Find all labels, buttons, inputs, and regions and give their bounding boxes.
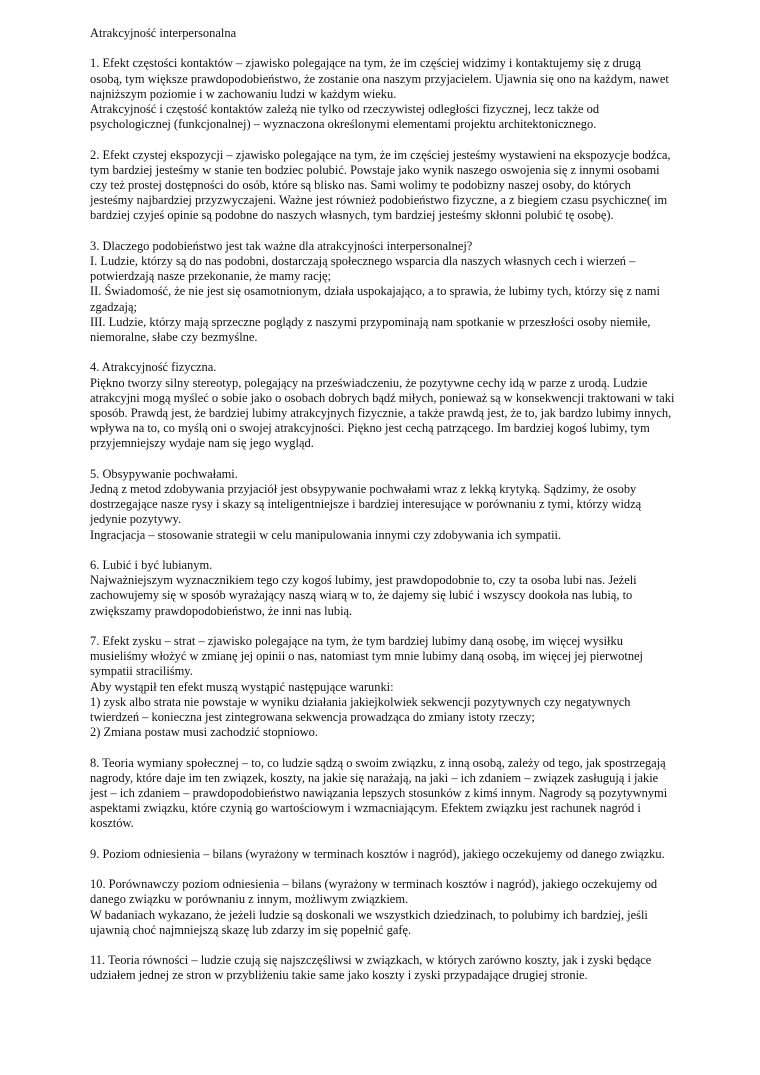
document-page xyxy=(90,26,675,999)
paragraph: 10. Porównawczy poziom odniesienia – bilans (wyrażony w terminach kosztów i nagród), jakiego oczekujemy od danego związku w porównaniu z innym, możliwym związkiem. xyxy=(90,877,658,907)
section-3 xyxy=(90,239,675,345)
paragraph: 8. Teoria wymiany społecznej – to, co ludzie sądzą o swoim związku, z inną osobą, zależy od tego, jak spostrzegają nagrody, które daje im ten związek, koszty, na jakie się narażają, na jaki – ich zdaniem – związek zasługują i jakie jest – ich zdaniem – prawdopodobieństwo nawiązania lepszych stosunków z kimś innym. Nagrody są pozytywnymi aspektami związku, które czynią go wartościowym i wzmacniającym. Efektem związku jest rachunek nagród i kosztów. xyxy=(90,755,668,831)
paragraph: II. Świadomość, że nie jest się osamotnionym, działa uspokajająco, a to sprawia, że lubimy tych, którzy się z nami zgadzają; xyxy=(90,284,660,314)
paragraph: 2. Efekt czystej ekspozycji – zjawisko polegające na tym, że im częściej jesteśmy wystawieni na ekspozycje bodźca, tym bardziej jesteśmy w stanie ten bodziec polubić. Powstaje jako wynik naszego oswojenia się z innymi osobami czy też prostej dostępności do osób, które są blisko nas. Sami wolimy te podobizny naszej osoby, do których jesteśmy najbardziej przyzwyczajeni. Ważne jest również podobieństwo fizyczne, a z biegiem czasu psychiczne( im bardziej czyjeś opinie są podobne do naszych własnych, tym bardziej jesteśmy skłonni polubić tę osobę). xyxy=(90,147,671,223)
section-7 xyxy=(90,634,675,740)
paragraph: Najważniejszym wyznacznikiem tego czy kogoś lubimy, jest prawdopodobnie to, czy ta osoba lubi nas. Jeżeli zachowujemy się w sposób wyrażający naszą wiarą w to, że dajemy się lubić i wszyscy dookoła nas lubią, to zwiększamy prawdopodobieństwo, że inni nas lubią. xyxy=(90,573,637,618)
paragraph: III. Ludzie, którzy mają sprzeczne poglądy z naszymi przypominają nam spotkanie w przeszłości osoby niemiłe, niemoralne, słabe czy bezmyślne. xyxy=(90,314,651,345)
paragraph: 5. Obsypywanie pochwałami. xyxy=(90,466,238,481)
section-6 xyxy=(90,558,675,619)
section-9 xyxy=(90,847,675,862)
section-5 xyxy=(90,467,675,543)
paragraph: Jedną z metod zdobywania przyjaciół jest obsypywanie pochwałami wraz z lekką krytyką. Sądzimy, że osoby dostrzegające nasze rysy i skazy są inteligentniejsze i bardziej interesujące w porównaniu z tymi, którzy widzą jedynie pozytywy. xyxy=(90,482,642,527)
paragraph: 6. Lubić i być lubianym. xyxy=(90,558,213,573)
document-body xyxy=(90,56,675,983)
section-1 xyxy=(90,56,675,132)
paragraph: 2) Zmiana postaw musi zachodzić stopniowo. xyxy=(90,725,318,740)
paragraph: Piękno tworzy silny stereotyp, polegający na przeświadczeniu, że pozytywne cechy idą w parze z urodą. Ludzie atrakcyjni mogą myśleć o sobie jako o osobach dobrych bądź miłych, ponieważ są w konsekwencji traktowani w taki sposób. Prawdą jest, że bardziej lubimy atrakcyjnych fizycznie, a także prawdą jest, że to, jak bardzo lubimy innych, wpływa na to, co myślą oni o swojej atrakcyjności. Piękno jest cechą patrzącego. Im bardziej kogoś lubimy, tym przyjemniejszy wydaje nam się jego wygląd. xyxy=(90,375,675,451)
paragraph: 1. Efekt częstości kontaktów – zjawisko polegające na tym, że im częściej widzimy i kontaktujemy się z drugą osobą, tym większe prawdopodobieństwo, że zostanie ona naszym przyjacielem. Ujawnia się ono na każdym, nawet najniższym poziomie i w zachowaniu ludzi w każdym wieku. xyxy=(90,56,669,101)
paragraph: 9. Poziom odniesienia – bilans (wyrażony w terminach kosztów i nagród), jakiego oczekujemy od danego związku. xyxy=(90,846,665,861)
paragraph: 1) zysk albo strata nie powstaje w wyniku działania jakiejkolwiek sekwencji pozytywnych czy negatywnych twierdzeń – konieczna jest zintegrowana sekwencja prowadząca do zmiany istoty rzeczy; xyxy=(90,694,631,725)
section-4 xyxy=(90,360,675,451)
section-11 xyxy=(90,953,675,983)
paragraph: Aby wystąpił ten efekt muszą wystąpić następujące warunki: xyxy=(90,679,394,694)
section-10 xyxy=(90,877,675,938)
paragraph: 7. Efekt zysku – strat – zjawisko polegające na tym, że tym bardziej lubimy daną osobę, im więcej wysiłku musieliśmy włożyć w zmianę jej opinii o nas, natomiast tym mnie lubimy daną osobą, im więcej jej pierwotnej sympatii straciliśmy. xyxy=(90,634,644,679)
section-2 xyxy=(90,148,675,224)
paragraph: Ingracjacja – stosowanie strategii w celu manipulowania innymi czy zdobywania ich sympatii. xyxy=(90,527,562,542)
paragraph: 3. Dlaczego podobieństwo jest tak ważne dla atrakcyjności interpersonalnej? xyxy=(90,238,473,253)
paragraph: 4. Atrakcyjność fizyczna. xyxy=(90,360,217,375)
paragraph: W badaniach wykazano, że jeżeli ludzie są doskonali we wszystkich dziedzinach, to polubimy ich bardziej, jeśli ujawnią choć najmniejszą skazę lub zdarzy im się popełnić gafę. xyxy=(90,907,648,937)
paragraph: 11. Teoria równości – ludzie czują się najszczęśliwsi w związkach, w których zarówno koszty, jak i zyski będące udziałem jednej ze stron w przybliżeniu takie same jako koszty i zyski przypadające drugiej stronie. xyxy=(90,953,652,983)
section-8 xyxy=(90,756,675,832)
paragraph: Atrakcyjność i częstość kontaktów zależą nie tylko od rzeczywistej odległości fizycznej, lecz także od psychologicznej (funkcjonalnej) – wyznaczona określonymi elementami projektu architektonicznego. xyxy=(90,102,600,132)
document-title: Atrakcyjność interpersonalna xyxy=(90,26,237,40)
paragraph: I. Ludzie, którzy są do nas podobni, dostarczają społecznego wsparcia dla naszych własnych cech i wierzeń – potwierdzają nasze przekonanie, że mamy rację; xyxy=(90,254,636,284)
